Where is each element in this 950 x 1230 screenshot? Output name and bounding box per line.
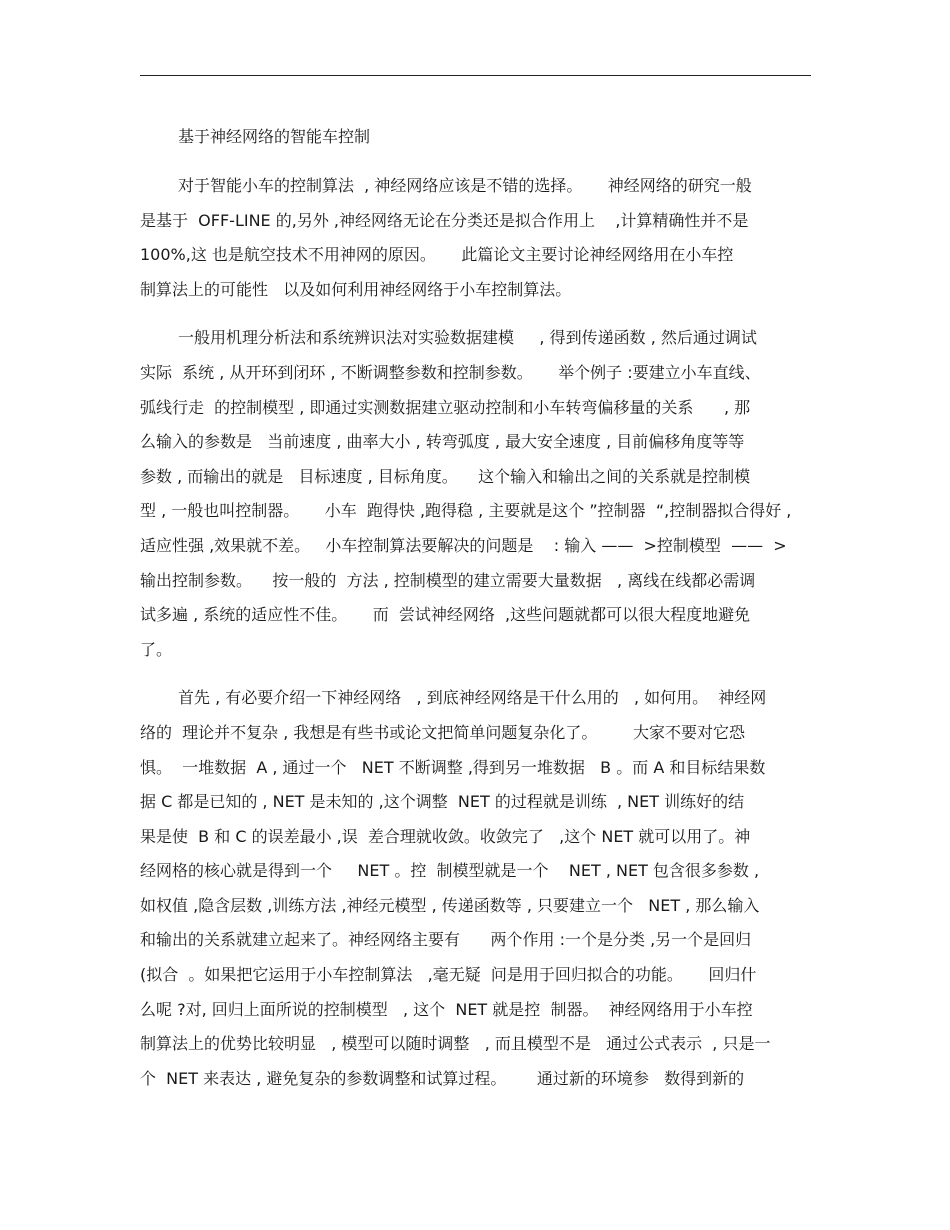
text-line: 果是使 B 和 C 的误差最小 ,误 差合理就收敛。收敛完了 ,这个 NET 就可以用了。神 xyxy=(140,826,751,846)
header-rule xyxy=(140,75,811,76)
text-line: 据 C 都是已知的 , NET 是未知的 ,这个调整 NET 的过程就是训练 , NET 训练好的结 xyxy=(140,792,745,812)
text-line: 100%,这 也是航空技术不用神网的原因。 此篇论文主要讨论神经网络用在小车控 xyxy=(140,245,734,265)
text-line: 适应性强 ,效果就不差。 小车控制算法要解决的问题是 : 输入 —— >控制模型 —— > xyxy=(140,535,787,555)
text-line: 输出控制参数。 按一般的 方法 , 控制模型的建立需要大量数据 , 离线在线都必需调 xyxy=(140,570,756,590)
text-line: 是基于 OFF-LINE 的,另外 ,神经网络无论在分类还是拟合作用上 ,计算精确性并不是 xyxy=(140,210,749,230)
body-paragraph xyxy=(140,169,811,307)
text-line: 型 , 一般也叫控制器。 小车 跑得快 ,跑得稳 , 主要就是这个 ”控制器 “,控制器拟合得好 , xyxy=(140,501,792,521)
text-line: 如权值 ,隐含层数 ,训练方法 ,神经元模型 , 传递函数等 , 只要建立一个 NET , 那么输入 xyxy=(140,895,760,915)
text-line: 参数 , 而输出的就是 目标速度 , 目标角度。 这个输入和输出之间的关系就是控制模 xyxy=(140,466,751,486)
text-line: 么输入的参数是 当前速度 , 曲率大小 , 转弯弧度 , 最大安全速度 , 目前偏移角度等等 xyxy=(140,432,745,452)
text-line: 经网格的核心就是得到一个 NET 。控 制模型就是一个 NET , NET 包含很多参数 , xyxy=(140,861,760,881)
text-line: 试多遍 , 系统的适应性不佳。 而 尝试神经网络 ,这些问题就都可以很大程度地避免 xyxy=(140,605,751,625)
document-body xyxy=(140,119,811,1096)
text-line: 了。 xyxy=(140,639,173,659)
document-title: 基于神经网络的智能车控制 xyxy=(178,127,371,146)
text-line: 制算法上的可能性 以及如何利用神经网络于小车控制算法。 xyxy=(140,279,572,299)
text-line: 个 NET 来表达 , 避免复杂的参数调整和试算过程。 通过新的环境参 数得到新的 xyxy=(140,1068,745,1088)
text-line: 络的 理论并不复杂 , 我想是有些书或论文把简单问题复杂化了。 大家不要对它恐 xyxy=(140,722,746,742)
text-line: 对于智能小车的控制算法 , 神经网络应该是不错的选择。 神经网络的研究一般 xyxy=(178,176,752,195)
text-line: 惧。 一堆数据 A , 通过一个 NET 不断调整 ,得到另一堆数据 B 。而 A 和目标结果数 xyxy=(140,757,766,777)
text-line: 制算法上的优势比较明显 , 模型可以随时调整 , 而且模型不是 通过公式表示 , 只是一 xyxy=(140,1034,771,1054)
text-line: 弧线行走 的控制模型 , 即通过实测数据建立驱动控制和小车转弯偏移量的关系 , 那 xyxy=(140,397,751,417)
body-paragraph xyxy=(140,321,811,667)
text-line: 实际 系统 , 从开环到闭环 , 不断调整参数和控制参数。 举个例子 :要建立小车直线、 xyxy=(140,362,761,382)
text-line: 和输出的关系就建立起来了。神经网络主要有 两个作用 :一个是分类 ,另一个是回归 xyxy=(140,930,752,950)
text-line: (拟合 。如果把它运用于小车控制算法 ,毫无疑 问是用于回归拟合的功能。 回归什 xyxy=(140,965,757,985)
text-line: 么呢 ?对, 回归上面所说的控制模型 , 这个 NET 就是控 制器。 神经网络用于小车控 xyxy=(140,999,753,1019)
text-line: 首先 , 有必要介绍一下神经网络 , 到底神经网络是干什么用的 , 如何用。 神经网 xyxy=(178,688,767,708)
paragraph-container xyxy=(140,169,811,1096)
body-paragraph xyxy=(140,681,811,1096)
text-line: 一般用机理分析法和系统辨识法对实验数据建模 , 得到传递函数 , 然后通过调试 xyxy=(178,328,757,348)
